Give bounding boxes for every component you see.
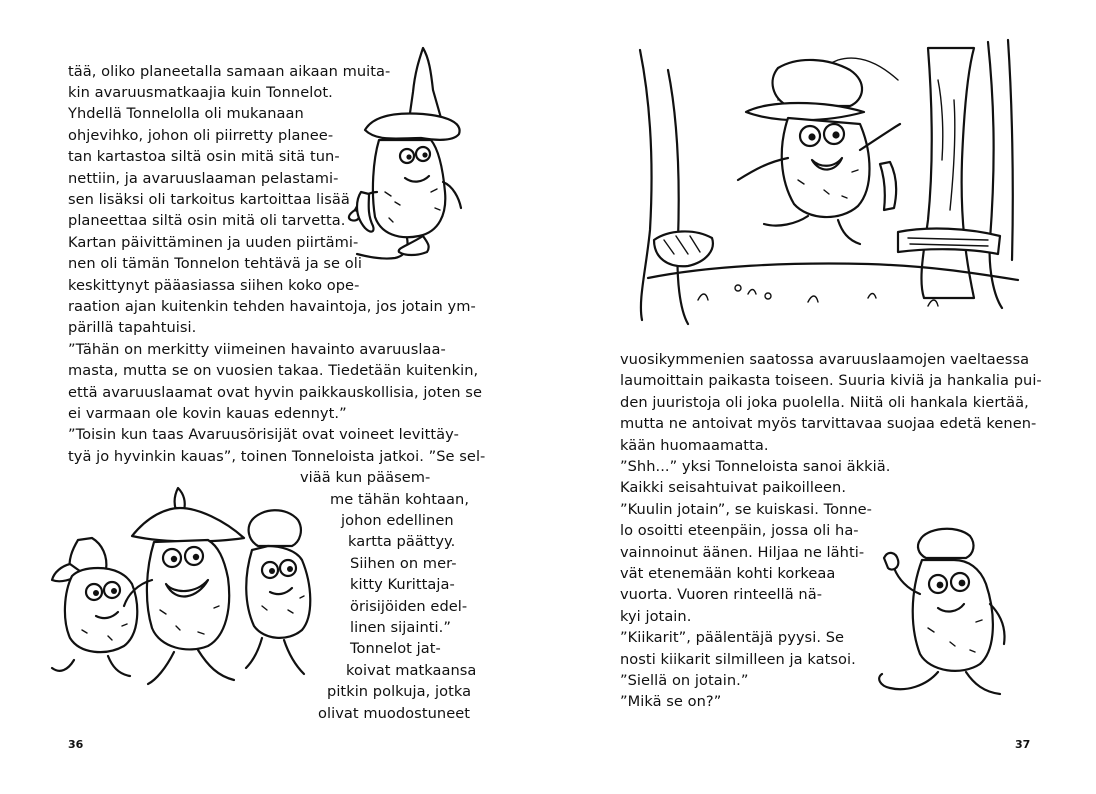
text-line: kitty Kurittaja- <box>350 576 455 593</box>
text-line: mutta ne antoivat myös tarvittavaa suojaa edetä kenen- <box>620 415 1037 432</box>
text-line: koivat matkaansa <box>346 662 477 679</box>
text-line: kään huomaamatta. <box>620 437 769 454</box>
text-line: vainnoinut äänen. Hiljaa ne lähti- <box>620 544 865 561</box>
text-line: tää, oliko planeetalla samaan aikaan muita- <box>68 63 391 80</box>
text-line: raation ajan kuitenkin tehden havaintoja, jos jotain ym- <box>68 298 476 315</box>
text-line: laumoittain paikasta toiseen. Suuria kiviä ja hankalia pui- <box>620 372 1042 389</box>
text-line: ”Tähän on merkitty viimeinen havainto avaruuslaa- <box>68 341 446 358</box>
text-line: kyi jotain. <box>620 608 692 625</box>
text-line: ”Mikä se on?” <box>620 693 722 710</box>
text-line: ”Toisin kun taas Avaruusörisijät ovat voineet levittäy- <box>68 426 459 443</box>
text-line: ohjevihko, johon oli piirretty planee- <box>68 127 334 144</box>
text-line: sen lisäksi oli tarkoitus kartoittaa lisää <box>68 191 350 208</box>
text-line: linen sijainti.” <box>350 619 451 636</box>
text-line: pärillä tapahtuisi. <box>68 319 197 336</box>
text-line: ”Kiikarit”, päälentäjä pyysi. Se <box>620 629 845 646</box>
text-line: nen oli tämän Tonnelon tehtävä ja se oli <box>68 255 362 272</box>
text-line: vuosikymmenien saatossa avaruuslaamojen vaeltaessa <box>620 351 1030 368</box>
text-line: vuorta. Vuoren rinteellä nä- <box>620 586 823 603</box>
text-line: johon edellinen <box>341 512 454 529</box>
text-line: ”Kuulin jotain”, se kuiskasi. Tonne- <box>620 501 873 518</box>
text-line: tyä jo hyvinkin kauas”, toinen Tonneloista jatkoi. ”Se sel- <box>68 448 486 465</box>
text-line: Yhdellä Tonnelolla oli mukanaan <box>68 105 304 122</box>
text-line: viää kun pääsem- <box>300 469 431 486</box>
text-line: pitkin polkuja, jotka <box>327 683 472 700</box>
text-line: että avaruuslaamat ovat hyvin paikkauskollisia, joten se <box>68 384 482 401</box>
text-line: planeettaa siltä osin mitä oli tarvetta. <box>68 212 346 229</box>
forest-scene-illustration <box>628 40 1023 330</box>
text-line: tan kartastoa siltä osin mitä sitä tun- <box>68 148 340 165</box>
text-line: vät etenemään kohti korkeaa <box>620 565 836 582</box>
page-number: 37 <box>1015 738 1031 751</box>
text-line: kin avaruusmatkaajia kuin Tonnelot. <box>68 84 333 101</box>
text-line: masta, mutta se on vuosien takaa. Tiedetään kuitenkin, <box>68 362 479 379</box>
tonnelo-hat-illustration <box>335 42 470 277</box>
text-line: den juuristoja oli joka puolella. Niitä oli hankala kiertää, <box>620 394 1029 411</box>
page-number: 36 <box>68 738 84 751</box>
text-line: me tähän kohtaan, <box>330 491 470 508</box>
text-line: lo osoitti eteenpäin, jossa oli ha- <box>620 522 859 539</box>
text-line: keskittynyt pääasiassa siihen koko ope- <box>68 277 360 294</box>
right-page <box>548 0 1096 794</box>
text-line: Kartan päivittäminen ja uuden piirtämi- <box>68 234 359 251</box>
text-line: kartta päättyy. <box>348 533 456 550</box>
text-line: ”Siellä on jotain.” <box>620 672 749 689</box>
text-line: ei varmaan ole kovin kauas edennyt.” <box>68 405 347 422</box>
text-line: Kaikki seisahtuivat paikoilleen. <box>620 479 847 496</box>
text-line: Siihen on mer- <box>350 555 457 572</box>
text-line: ”Shh...” yksi Tonneloista sanoi äkkiä. <box>620 458 891 475</box>
three-tonnelos-illustration <box>48 480 313 705</box>
text-line: örisijöiden edel- <box>350 598 468 615</box>
text-line: nettiin, ja avaruuslaaman pelastami- <box>68 170 339 187</box>
text-line: Tonnelot jat- <box>350 640 441 657</box>
tonnelo-cap-illustration <box>866 518 1026 708</box>
text-line: olivat muodostuneet <box>318 705 471 722</box>
text-line: nosti kiikarit silmilleen ja katsoi. <box>620 651 856 668</box>
